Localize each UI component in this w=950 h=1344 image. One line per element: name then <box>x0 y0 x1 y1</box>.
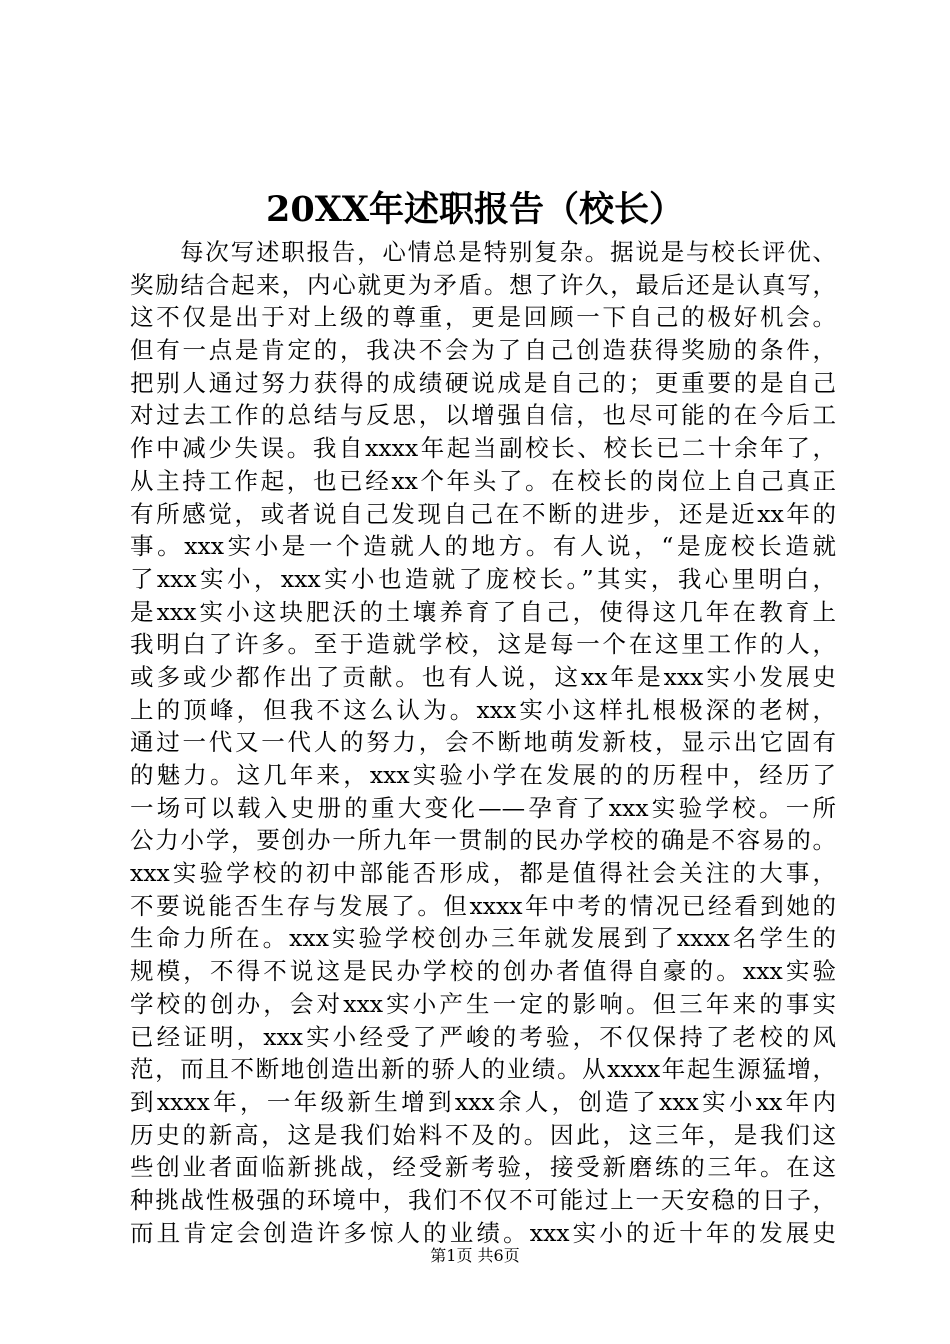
body-line: 些创业者面临新挑战，经受新考验，接受新磨练的三年。在这 <box>130 1153 836 1182</box>
body-line: 作中减少失误。我自xxxx年起当副校长、校长已二十余年了， <box>130 434 836 463</box>
page-footer: 第1页 共6页 <box>430 1246 520 1265</box>
body-line: xxx实验学校的初中部能否形成，都是值得社会关注的大事， <box>130 859 836 888</box>
body-line: 的魅力。这几年来，xxx实验小学在发展的的历程中，经历了 <box>130 761 836 789</box>
body-line: 生命力所在。xxx实验学校创办三年就发展到了xxxx名学生的 <box>130 924 836 953</box>
body-line: 已经证明，xxx实小经受了严峻的考验，不仅保持了老校的风 <box>130 1022 836 1051</box>
body-line: 把别人通过努力获得的成绩硬说成是自己的；更重要的是自己 <box>130 368 836 397</box>
document-title: 20XX年述职报告（校长） <box>265 189 685 230</box>
body-line: 我明白了许多。至于造就学校，这是每一个在这里工作的人， <box>130 630 836 659</box>
body-line: 通过一代又一代人的努力，会不断地萌发新枝，显示出它固有 <box>130 728 836 757</box>
body-line: 学校的创办，会对xxx实小产生一定的影响。但三年来的事实 <box>130 989 836 1018</box>
body-line: 这不仅是出于对上级的尊重，更是回顾一下自己的极好机会。 <box>130 303 836 332</box>
body-line: 到xxxx年，一年级新生增到xxx余人，创造了xxx实小xx年内 <box>130 1087 836 1116</box>
body-line: 而且肯定会创造许多惊人的业绩。xxx实小的近十年的发展史 <box>130 1218 836 1247</box>
body-line: 公力小学，要创办一所九年一贯制的民办学校的确是不容易的。 <box>130 826 836 855</box>
body-line: 或多或少都作出了贡献。也有人说，这xx年是xxx实小发展史 <box>130 662 836 691</box>
body-line: 奖励结合起来，内心就更为矛盾。想了许久，最后还是认真写， <box>130 270 836 299</box>
body-line: 事。xxx实小是一个造就人的地方。有人说，“是庞校长造就 <box>130 532 836 561</box>
body-line: 对过去工作的总结与反思，以增强自信，也尽可能的在今后工 <box>130 401 836 430</box>
body-line: 但有一点是肯定的，我决不会为了自己创造获得奖励的条件， <box>130 336 836 365</box>
body-line: 不要说能否生存与发展了。但xxxx年中考的情况已经看到她的 <box>130 891 836 920</box>
document-body <box>130 236 836 1249</box>
body-line: 每次写述职报告，心情总是特别复杂。据说是与校长评优、 <box>180 238 836 266</box>
body-line: 一场可以载入史册的重大变化——孕育了xxx实验学校。一所 <box>130 793 836 822</box>
body-line: 范，而且不断地创造出新的骄人的业绩。从xxxx年起生源猛增， <box>130 1055 836 1084</box>
body-line: 是xxx实小这块肥沃的土壤养育了自己，使得这几年在教育上 <box>130 597 836 626</box>
body-line: 历史的新高，这是我们始料不及的。因此，这三年，是我们这 <box>130 1120 836 1149</box>
body-line: 了xxx实小，xxx实小也造就了庞校长。”其实，我心里明白， <box>130 564 836 593</box>
body-line: 有所感觉，或者说自己发现自己在不断的进步，还是近xx年的 <box>130 499 836 528</box>
body-line: 上的顶峰，但我不这么认为。xxx实小这样扎根极深的老树， <box>130 695 836 724</box>
body-line: 种挑战性极强的环境中，我们不仅不可能过上一天安稳的日子， <box>130 1185 836 1214</box>
body-line: 从主持工作起，也已经xx个年头了。在校长的岗位上自己真正 <box>130 466 836 495</box>
body-line: 规模，不得不说这是民办学校的创办者值得自豪的。xxx实验 <box>130 957 836 986</box>
